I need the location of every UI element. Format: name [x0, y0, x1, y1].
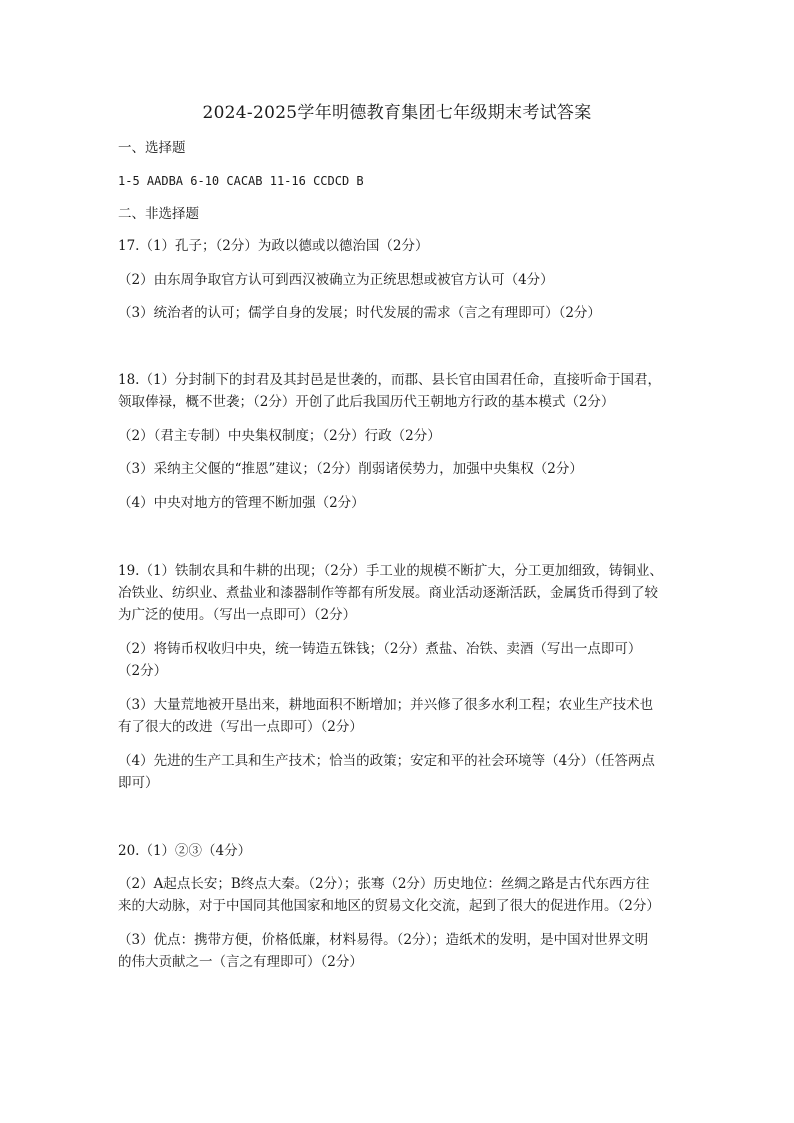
document-title: 2024-2025学年明德教育集团七年级期末考试答案 — [202, 103, 592, 123]
q19-part3-line1: （3）大量荒地被开垦出来，耕地面积不断增加；并兴修了很多水利工程；农业生产技术也 — [118, 697, 654, 713]
q19-part3-line2: 有了很大的改进（写出一点即可）（2分） — [118, 719, 363, 735]
q18-part2: （2）（君主专制）中央集权制度；（2分）行政（2分） — [118, 428, 441, 444]
q17-part3: （3）统治者的认可；儒学自身的发展；时代发展的需求（言之有理即可）（2分） — [118, 305, 601, 321]
q19-part1-line3: 为广泛的使用。（写出一点即可）（2分） — [118, 607, 357, 623]
multiple-choice-answers: 1-5 AADBA 6-10 CACAB 11-16 CCDCD B — [118, 174, 364, 188]
section-heading-multiple-choice: 一、选择题 — [118, 140, 186, 156]
q19-part4-line2: 即可） — [118, 775, 159, 791]
q20-part2-line1: （2）A起点长安；B终点大秦。（2分）；张骞（2分）历史地位：丝绸之路是古代东西方往 — [118, 876, 650, 892]
q17-part2: （2）由东周争取官方认可到西汉被确立为正统思想或被官方认可（4分） — [118, 272, 554, 288]
q19-part1-line1: 19.（1）铁制农具和牛耕的出现；（2分）手工业的规模不断扩大，分工更加细致，铸铜业、 — [118, 563, 663, 579]
q18-part1-line2: 领取俸禄，概不世袭；（2分）开创了此后我国历代王朝地方行政的基本模式（2分） — [118, 394, 615, 410]
section-heading-non-choice: 二、非选择题 — [118, 206, 199, 222]
q20-part1: 20.（1）②③（4分） — [118, 843, 252, 859]
q19-part4-line1: （4）先进的生产工具和生产技术；恰当的政策；安定和平的社会环境等（4分）（任答两点 — [118, 753, 655, 769]
q19-part2-line2: （2分） — [118, 663, 168, 679]
q17-part1: 17.（1）孔子；（2分）为政以德或以德治国（2分） — [118, 238, 429, 254]
q19-part2-line1: （2）将铸币权收归中央，统一铸造五铢钱；（2分）煮盐、冶铁、卖酒（写出一点即可） — [118, 641, 642, 657]
q20-part3-line1: （3）优点：携带方便，价格低廉，材料易得。（2分）；造纸术的发明，是中国对世界文明 — [118, 932, 649, 948]
q18-part4: （4）中央对地方的管理不断加强（2分） — [118, 495, 365, 511]
q18-part1-line1: 18.（1）分封制下的封君及其封邑是世袭的，而郡、县长官由国君任命，直接听命于国君， — [118, 372, 662, 388]
q20-part3-line2: 的伟大贡献之一（言之有理即可）（2分） — [118, 954, 363, 970]
q20-part2-line2: 来的大动脉，对于中国同其他国家和地区的贸易文化交流，起到了很大的促进作用。（2分） — [118, 898, 660, 914]
q18-part3: （3）采纳主父偃的“推恩”建议；（2分）削弱诸侯势力，加强中央集权（2分） — [118, 461, 583, 477]
q19-part1-line2: 冶铁业、纺织业、煮盐业和漆器制作等都有所发展。商业活动逐渐活跃，金属货币得到了较 — [118, 585, 658, 601]
